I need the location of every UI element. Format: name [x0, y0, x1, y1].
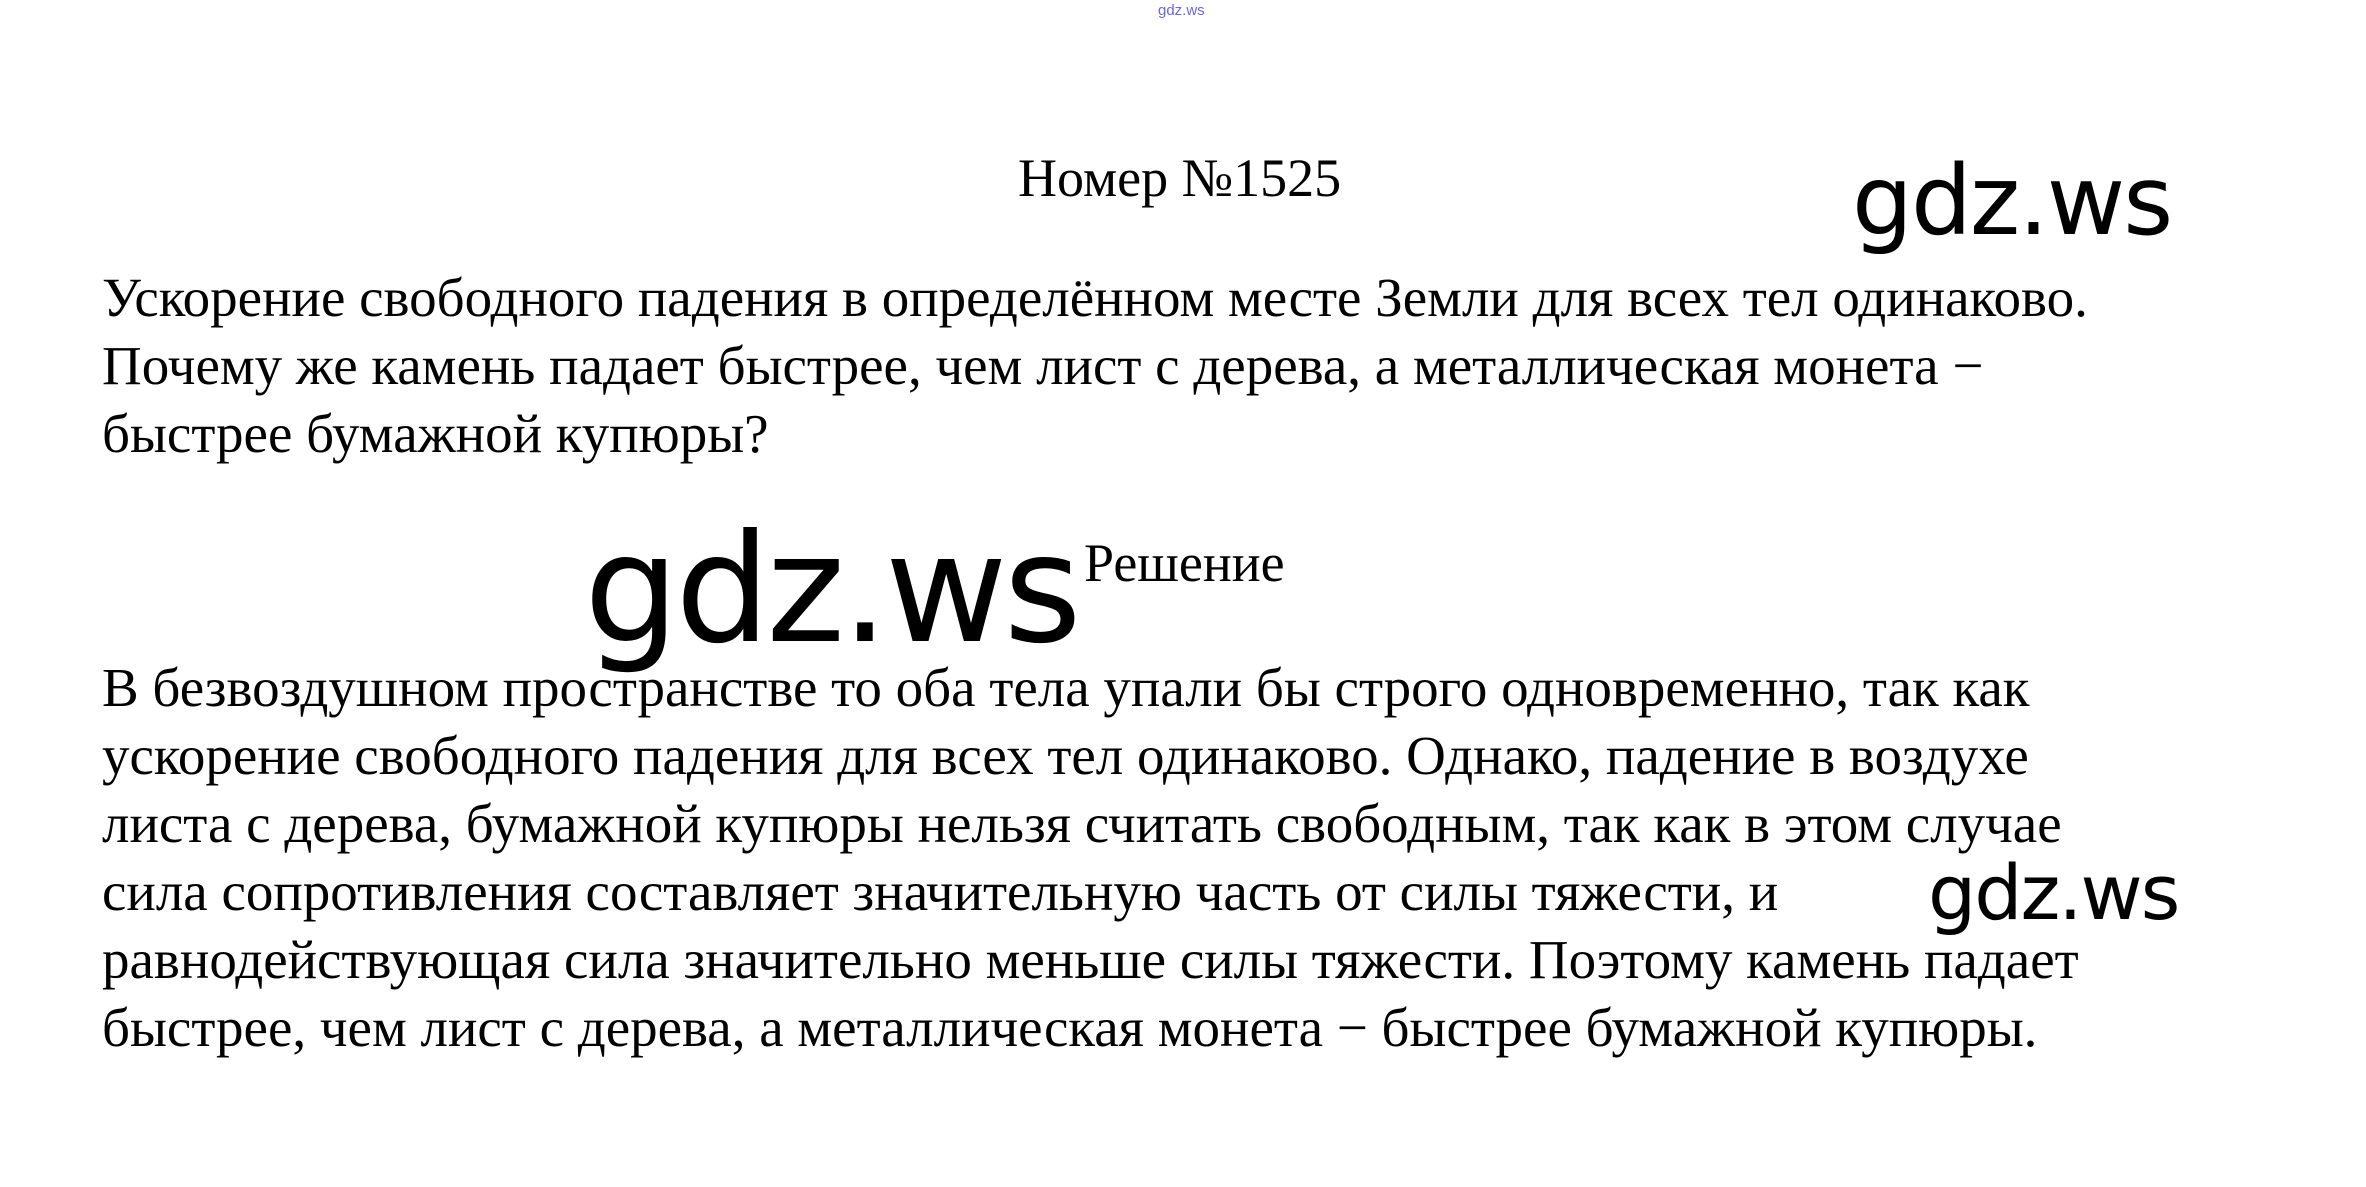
- watermark-center: gdz.ws: [584, 503, 1078, 677]
- page-title: Номер №1525: [1018, 148, 1342, 208]
- answer-line: ускорение свободного падения для всех тел одинаково. Однако, падение в воздухе: [102, 725, 2029, 786]
- question-line: Ускорение свободного падения в определённом месте Земли для всех тел одинаково.: [102, 267, 2088, 328]
- watermark-inline: gdz.ws: [1928, 848, 2179, 937]
- answer-text: [102, 654, 2079, 1062]
- answer-line: В безвоздушном пространстве то оба тела упали бы строго одновременно, так как: [102, 657, 2030, 718]
- answer-line: равнодействующая сила значительно меньше силы тяжести. Поэтому камень падает: [102, 929, 2079, 990]
- question-line: быстрее бумажной купюры?: [102, 403, 769, 464]
- answer-line: быстрее, чем лист с дерева, а металлическая монета − быстрее бумажной купюры.: [102, 997, 2038, 1058]
- answer-line: листа с дерева, бумажной купюры нельзя считать свободным, так как в этом случае: [102, 793, 2062, 854]
- question-line: Почему же камень падает быстрее, чем лист с дерева, а металлическая монета −: [102, 335, 1984, 396]
- answer-line: сила сопротивления составляет значительную часть от силы тяжести, и: [102, 861, 1779, 922]
- watermark-top-right: gdz.ws: [1852, 145, 2172, 257]
- header-watermark: gdz.ws: [1158, 2, 1205, 19]
- solution-heading: Решение: [1084, 533, 1285, 593]
- question-text: [102, 264, 2088, 468]
